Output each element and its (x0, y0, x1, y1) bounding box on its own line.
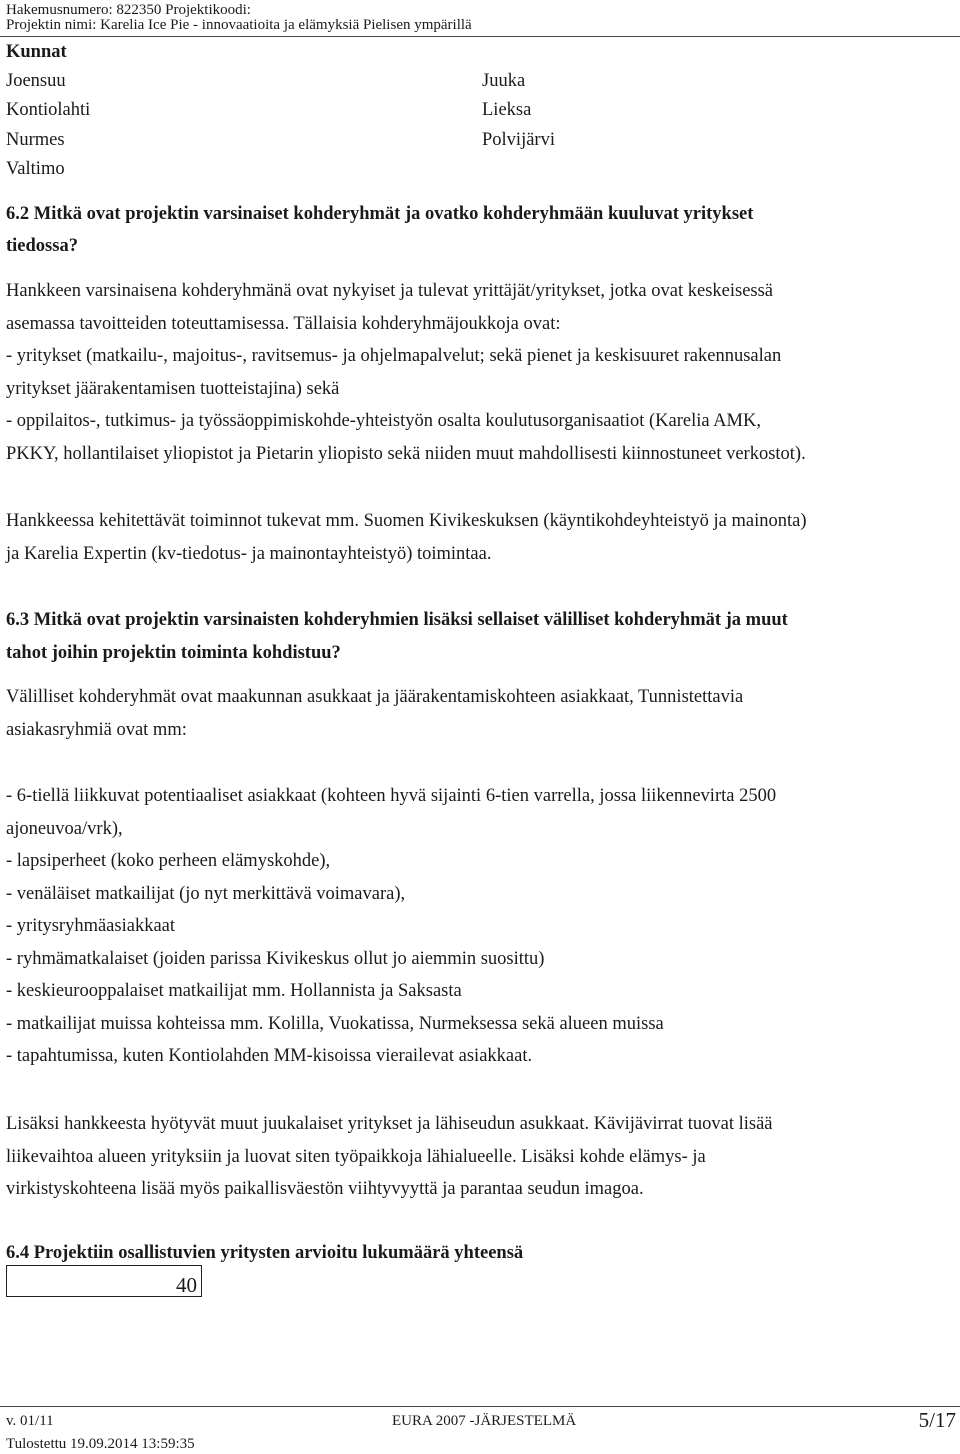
application-number: Hakemusnumero: 822350 Projektikoodi: (6, 2, 251, 18)
section-6-3-intro: Välilliset kohderyhmät ovat maakunnan asukkaat ja jäärakentamiskohteen asiakkaat, Tunnistettavia asiakasryhmiä ovat mm: (6, 687, 744, 740)
list-item: - tapahtumissa, kuten Kontiolahden MM-kisoissa vierailevat asiakkaat. (6, 1046, 533, 1066)
page-number: 5/17 (918, 1408, 956, 1432)
list-item: - keskieurooppalaiset matkailijat mm. Hollannista ja Saksasta (6, 981, 462, 1001)
section-6-2-heading: 6.2 Mitkä ovat projektin varsinaiset kohderyhmät ja ovatko kohderyhmään kuuluvat yritykset tiedossa? (6, 204, 754, 256)
section-6-2-paragraph: Hankkeen varsinaisena kohderyhmänä ovat nykyiset ja tulevat yrittäjät/yritykset, jotka ovat keskeisessä asemassa tavoitteiden toteuttamisessa. Tällaisia kohderyhmäjoukkoja ovat: - yritykset (matkailu-, majoitus-, ravitsemus- ja ohjelmapalvelut; sekä pienet ja keskisuuret rakennusalan yritykset jäärakentamisen tuotteistajina) sekä - oppilaitos-, tutkimus- ja työssäoppimiskohde-yhteistyön osalta koulutusorganisaatiot (Karelia AMK, PKKY, hollantilaiset yliopistot ja Pietarin yliopisto sekä niiden muut mahdollisesti kiinnostuneet verkostot). (6, 281, 806, 464)
list-item: - matkailijat muissa kohteissa mm. Kolilla, Vuokatissa, Nurmeksessa sekä alueen muissa (6, 1013, 664, 1034)
municipality-item: Juuka (482, 71, 526, 91)
footer-version: v. 01/11 (6, 1413, 54, 1429)
section-6-2-paragraph-2: Hankkeessa kehitettävät toiminnot tukevat mm. Suomen Kivikeskuksen (käyntikohdeyhteistyö ja mainonta) ja Karelia Expertin (kv-tiedotus- ja mainontayhteistyö) toimintaa. (6, 511, 807, 564)
footer-divider (0, 1406, 960, 1407)
municipality-item: Polvijärvi (482, 130, 555, 150)
municipality-item: Valtimo (6, 159, 65, 179)
list-item: ajoneuvoa/vrk), (6, 818, 123, 839)
municipality-item: Joensuu (6, 71, 66, 91)
target-group-list (6, 780, 956, 1073)
list-item: - yritysryhmäasiakkaat (6, 916, 176, 936)
section-6-3-outro: Lisäksi hankkeesta hyötyvät muut juukalaiset yritykset ja lähiseudun asukkaat. Kävijävirrat tuovat lisää liikevaihtoa alueen yrityksiin ja luovat siten työpaikkoja lähialueelle. Lisäksi kohde elämys- ja virkistyskohteena lisää myös paikallisväestön viihtyvyyttä ja parantaa seudun imagoa. (6, 1114, 773, 1199)
municipality-item: Nurmes (6, 130, 65, 150)
municipality-item: Kontiolahti (6, 100, 91, 120)
project-name: Projektin nimi: Karelia Ice Pie - innovaatioita ja elämyksiä Pielisen ympärillä (6, 17, 472, 33)
footer-printed-date: Tulostettu 19.09.2014 13:59:35 (6, 1436, 195, 1452)
list-item: - ryhmämatkalaiset (joiden parissa Kivikeskus ollut jo aiemmin suosittu) (6, 948, 545, 969)
section-6-3-heading: 6.3 Mitkä ovat projektin varsinaisten kohderyhmien lisäksi sellaiset välilliset kohderyhmät ja muut tahot joihin projektin toiminta kohdistuu? (6, 610, 788, 663)
section-6-4-heading: 6.4 Projektiin osallistuvien yritysten arvioitu lukumäärä yhteensä (6, 1243, 524, 1263)
footer-system: EURA 2007 -JÄRJESTELMÄ (392, 1413, 577, 1429)
municipality-item: Lieksa (482, 100, 532, 120)
list-item: - lapsiperheet (koko perheen elämyskohde), (6, 851, 331, 871)
header-divider (0, 36, 960, 37)
company-count-field (6, 1265, 202, 1297)
municipalities-title: Kunnat (6, 42, 67, 62)
list-item: - venäläiset matkailijat (jo nyt merkittävä voimavara), (6, 883, 406, 904)
list-item: - 6-tiellä liikkuvat potentiaaliset asiakkaat (kohteen hyvä sijainti 6-tien varrella, jossa liikennevirta 2500 (6, 786, 777, 806)
company-count-value: 40 (176, 1273, 197, 1297)
